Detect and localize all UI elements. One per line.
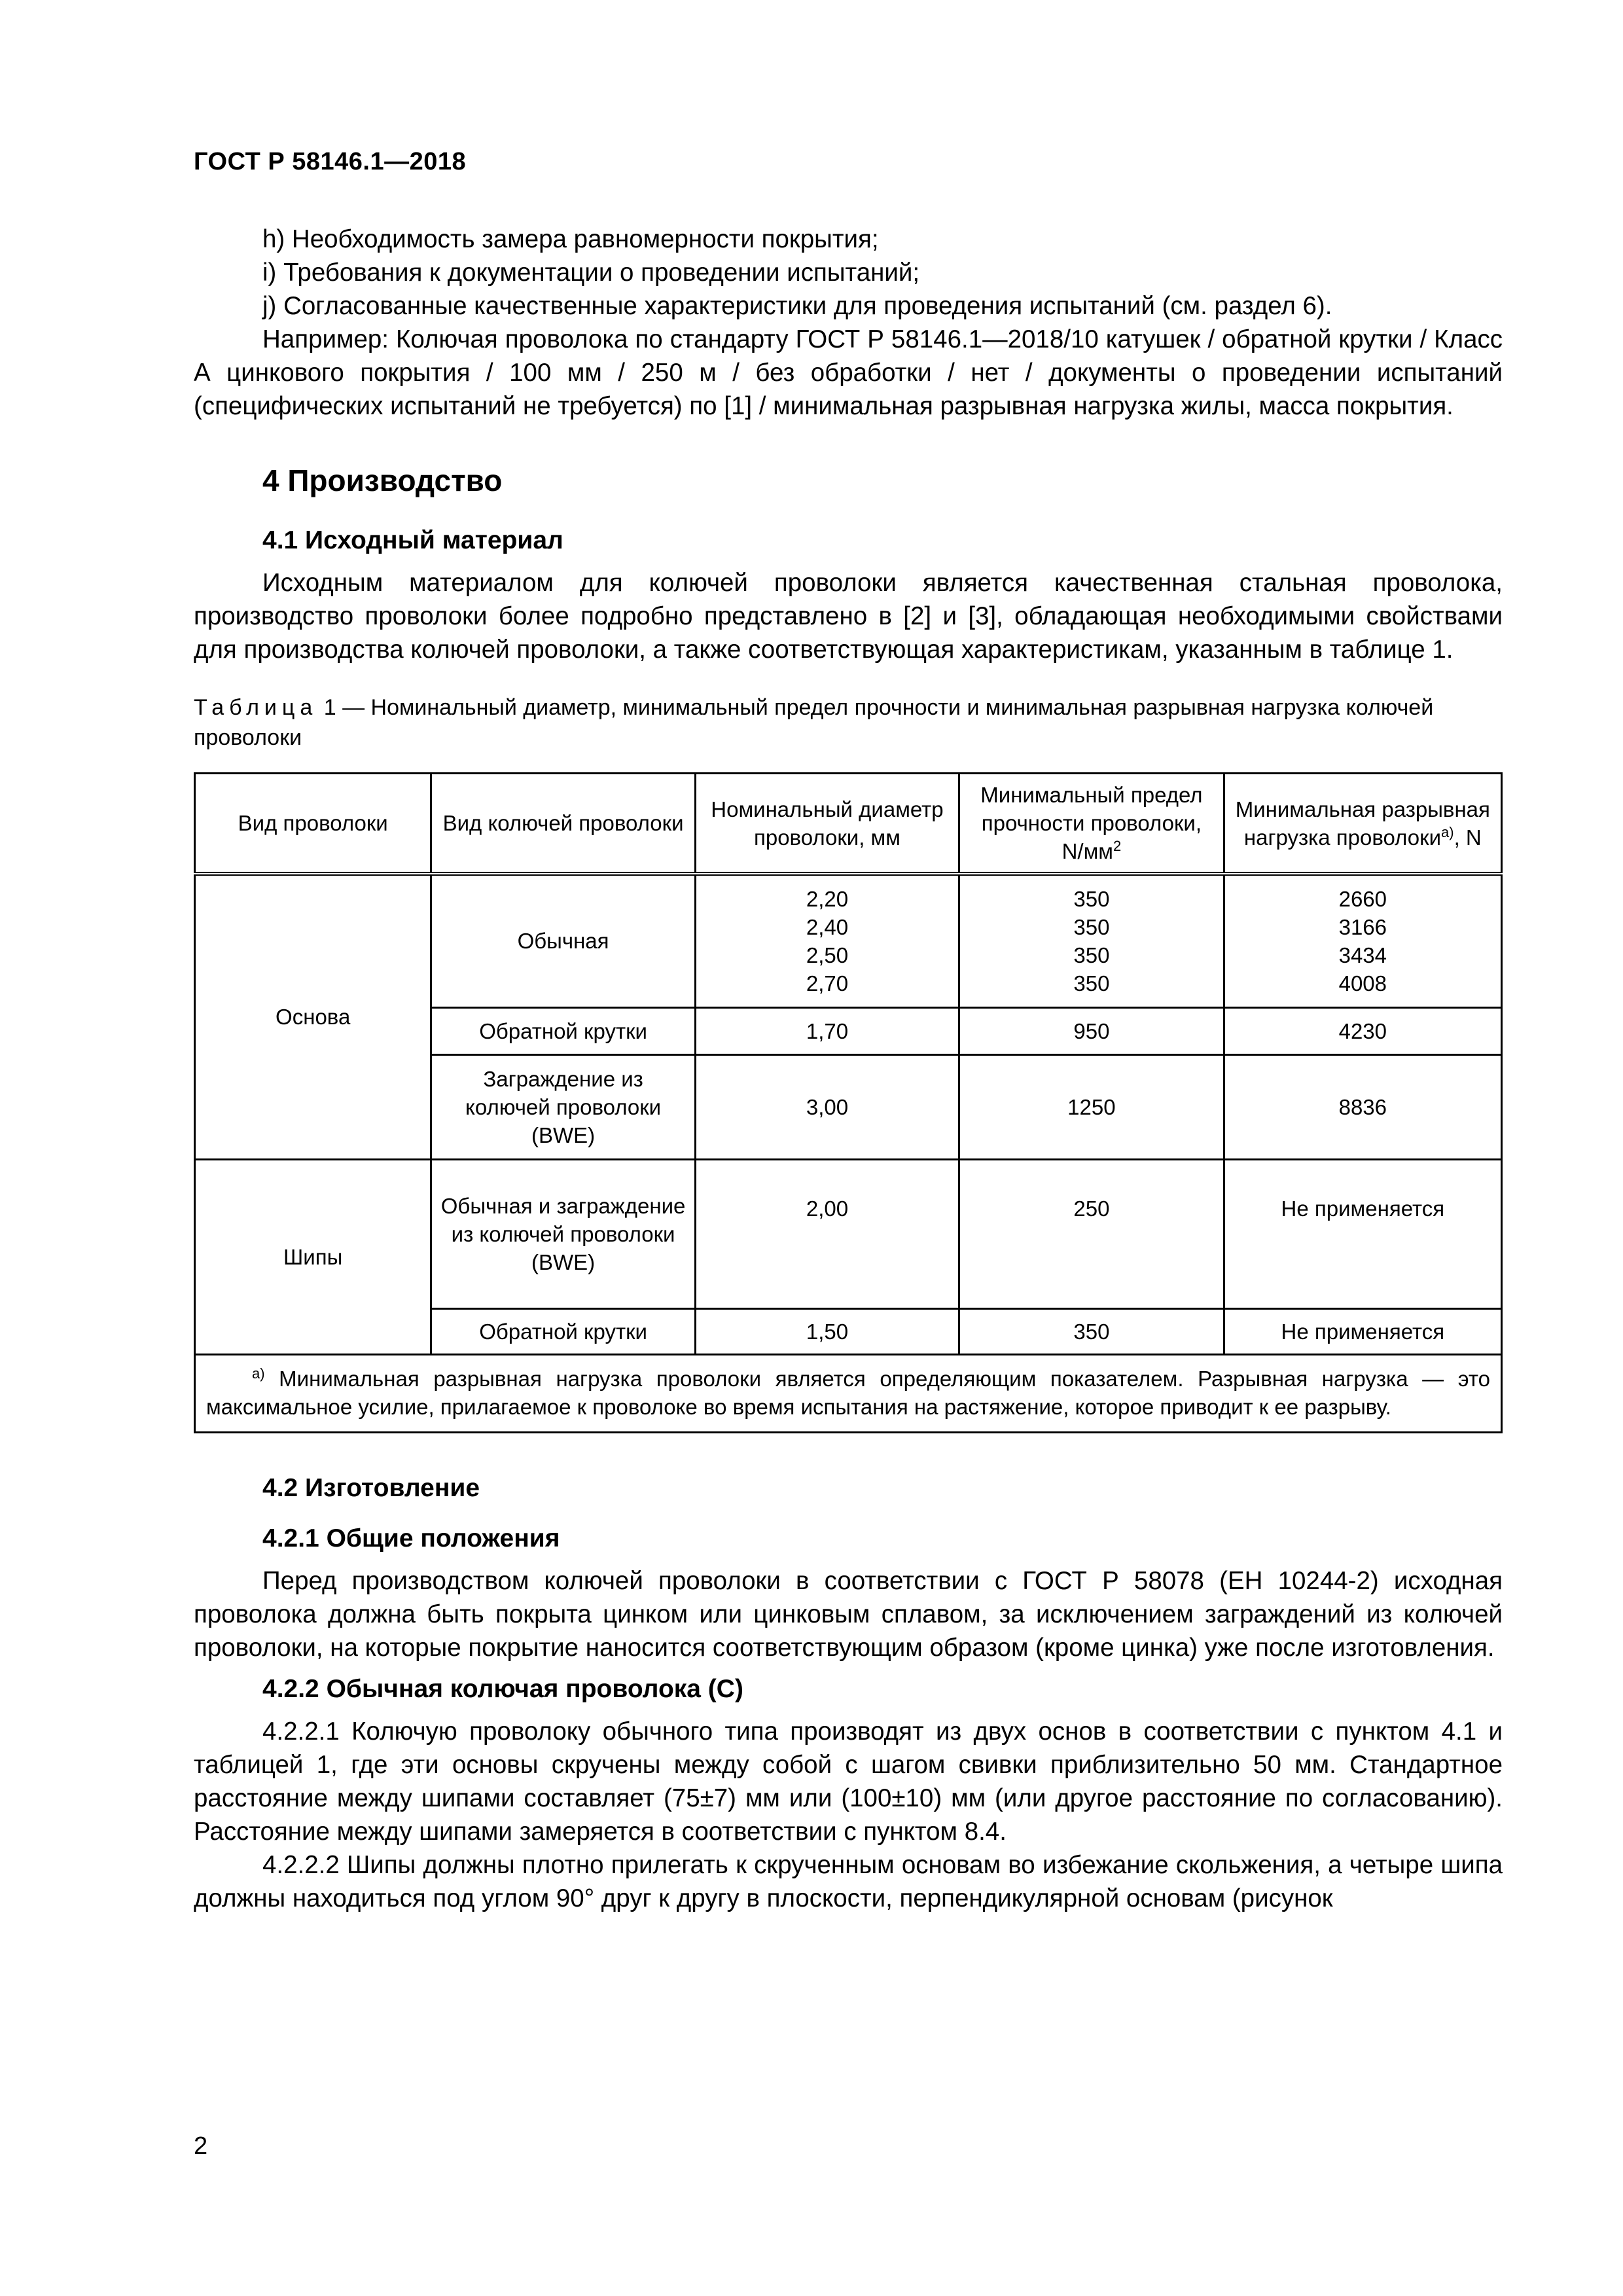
header-load xyxy=(1224,774,1501,874)
table-row xyxy=(195,874,1502,1007)
cell-diameter: 3,00 xyxy=(695,1054,959,1159)
cell-strength: 1250 xyxy=(959,1054,1224,1159)
table-footnote xyxy=(195,1354,1502,1432)
cell-value: 2,70 xyxy=(806,971,849,996)
section-4-2-1-text: Перед производством колючей проволоки в соответствии с ГОСТ Р 58078 (ЕН 10244-2) исходная проволока должна быть покрыта цинком или цинковым сплавом, за исключением заграждений из колючей проволоки, на которые покрытие наносится соответствующим образом (кроме цинка) уже после изготовления. xyxy=(194,1566,1503,1662)
table-footnote-row xyxy=(195,1354,1502,1432)
cell-strength: 250 xyxy=(959,1159,1224,1308)
example-paragraph: Например: Колючая проволока по стандарту ГОСТ Р 58146.1—2018/10 катушек / обратной крутки / Класс А цинкового покрытия / 100 мм / 250 м / без обработки / нет / документы о проведении испытаний (специфических испытаний не требуется) по [1] / минимальная разрывная нагрузка жилы, масса покрытия. xyxy=(194,325,1503,420)
cell-kind: Заграждение из колючей проволоки (BWE) xyxy=(431,1054,695,1159)
header-strength-text: Минимальный предел прочности проволоки, N/мм xyxy=(980,783,1203,863)
section-4-2-2-heading: 4.2.2 Обычная колючая проволока (С) xyxy=(262,1674,743,1703)
cell-diameter: 2,00 xyxy=(695,1159,959,1308)
cell-value: 2,50 xyxy=(806,942,849,967)
table-caption-text: 1 — Номинальный диаметр, минимальный предел прочности и минимальная разрывная нагрузка колючей проволоки xyxy=(194,695,1434,750)
header-strength-sup: 2 xyxy=(1113,838,1122,854)
header-barbed-type: Вид колючей проволоки xyxy=(431,774,695,874)
cell-value: 4008 xyxy=(1338,971,1387,996)
document-body xyxy=(194,223,1503,1915)
section-4-heading: 4 Производство xyxy=(262,463,503,497)
footnote-text: Минимальная разрывная нагрузка проволоки является определяющим показателем. Разрывная нагрузка — это максимальное усилие, прилагаемое к проволоке во время испытания на растяжение, которое приводит к ее разрыву. xyxy=(206,1366,1490,1419)
header-diameter: Номинальный диаметр проволоки, мм xyxy=(695,774,959,874)
section-4-1-heading: 4.1 Исходный материал xyxy=(262,526,563,554)
wire-properties-table xyxy=(194,772,1503,1433)
cell-value: 3434 xyxy=(1338,942,1387,967)
header-wire-type: Вид проволоки xyxy=(195,774,431,874)
cell-load: 8836 xyxy=(1224,1054,1501,1159)
section-4-1-text: Исходным материалом для колючей проволоки является качественная стальная проволока, производство проволоки более подробно представлено в [2] и [3], обладающая необходимыми свойствами для производства колючей проволоки, а также соответствующая характеристикам, указанным в таблице 1. xyxy=(194,569,1503,664)
page-number: 2 xyxy=(194,2132,208,2160)
cell-kind: Обратной крутки xyxy=(431,1007,695,1054)
cell-diameter: 1,50 xyxy=(695,1308,959,1354)
cell-value: 2660 xyxy=(1338,886,1387,911)
cell-value: 350 xyxy=(1073,914,1110,939)
cell-value: 350 xyxy=(1073,886,1110,911)
cell-load: 4230 xyxy=(1224,1007,1501,1054)
cell-value: 350 xyxy=(1073,971,1110,996)
cell-strength: 950 xyxy=(959,1007,1224,1054)
section-4-2-2-2-text: 4.2.2.2 Шипы должны плотно прилегать к скрученным основам во избежание скольжения, а четыре шипа должны находиться под углом 90° друг к другу в плоскости, перпендикулярной основам (рисунок xyxy=(194,1850,1503,1912)
section-4-2-heading: 4.2 Изготовление xyxy=(262,1473,480,1502)
cell-value: 350 xyxy=(1073,942,1110,967)
table-caption-label: Таблица xyxy=(194,695,318,720)
group-cell-base: Основа xyxy=(195,874,431,1159)
cell-diameter: 1,70 xyxy=(695,1007,959,1054)
header-load-tail: , N xyxy=(1454,825,1482,850)
cell-load: Не применяется xyxy=(1224,1308,1501,1354)
document-header: ГОСТ Р 58146.1—2018 xyxy=(194,148,467,175)
cell-value: 2,20 xyxy=(806,886,849,911)
header-load-sup: а) xyxy=(1441,823,1454,840)
cell-value: 3166 xyxy=(1338,914,1387,939)
cell-value: 2,40 xyxy=(806,914,849,939)
cell-kind: Обычная и заграждение из колючей проволоки (BWE) xyxy=(431,1159,695,1308)
table-header-row xyxy=(195,774,1502,874)
cell-strength: 350 xyxy=(959,1308,1224,1354)
section-4-2-2-1-text: 4.2.2.1 Колючую проволоку обычного типа производят из двух основ в соответствии с пунктом 4.1 и таблицей 1, где эти основы скручены между собой с шагом свивки приблизительно 50 мм. Стандартное расстояние между шипами составляет (75±7) мм или (100±10) мм (или другое расстояние по согласованию). Расстояние между шипами замеряется в соответствии с пунктом 8.4. xyxy=(194,1717,1503,1846)
cell-strength xyxy=(959,874,1224,1007)
cell-diameter xyxy=(695,874,959,1007)
cell-load xyxy=(1224,874,1501,1007)
list-item-h: h) Необходимость замера равномерности покрытия; xyxy=(262,225,879,253)
cell-kind: Обычная xyxy=(431,874,695,1007)
table-caption xyxy=(194,692,1503,753)
footnote-mark: а) xyxy=(252,1365,265,1382)
list-item-j: j) Согласованные качественные характеристики для проведения испытаний (см. раздел 6). xyxy=(262,292,1332,320)
list-item-i: i) Требования к документации о проведении испытаний; xyxy=(262,259,920,287)
section-4-2-1-heading: 4.2.1 Общие положения xyxy=(262,1524,560,1552)
header-load-text: Минимальная разрывная нагрузка проволоки xyxy=(1235,797,1490,850)
cell-kind: Обратной крутки xyxy=(431,1308,695,1354)
table-row xyxy=(195,1159,1502,1308)
cell-load: Не применяется xyxy=(1224,1159,1501,1308)
header-strength xyxy=(959,774,1224,874)
group-cell-barbs: Шипы xyxy=(195,1159,431,1354)
